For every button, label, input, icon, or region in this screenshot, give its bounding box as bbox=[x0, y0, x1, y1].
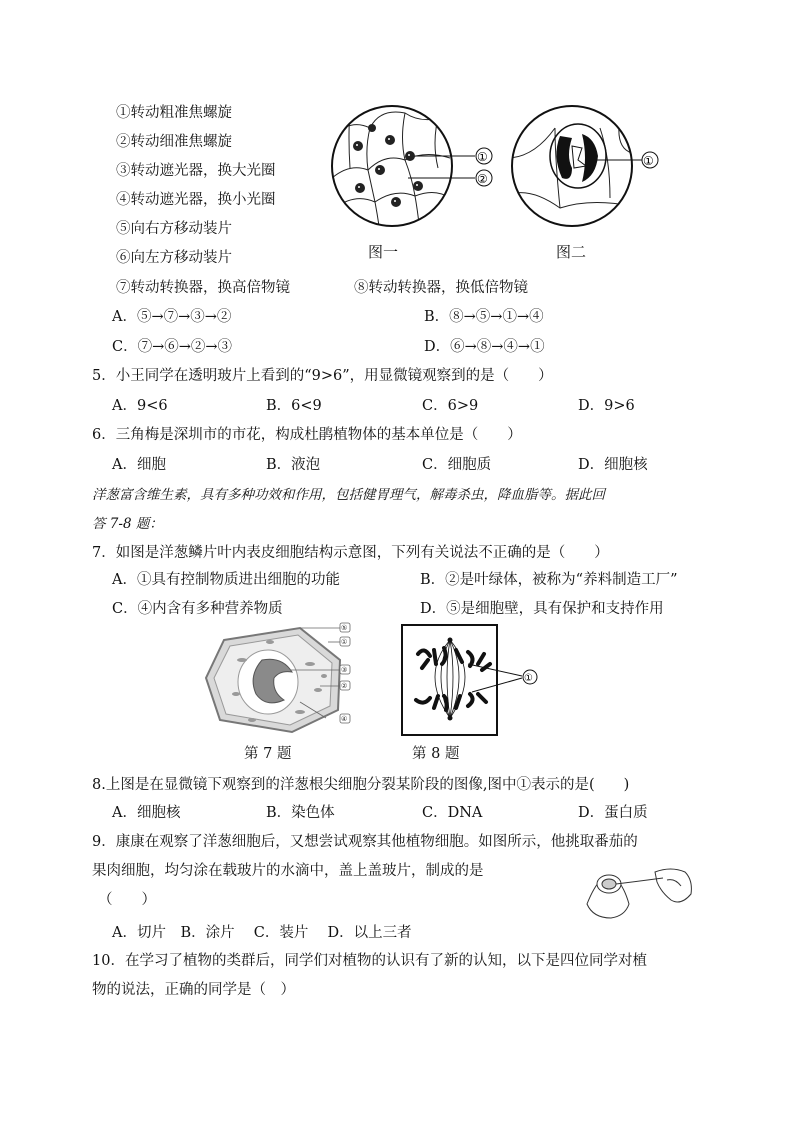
q5-option-a: A．9<6 bbox=[112, 398, 168, 414]
q6-option-b: B．液泡 bbox=[266, 457, 321, 473]
q7-option-c: C．④内含有多种营养物质 bbox=[112, 601, 283, 617]
q8-option-d: D．蛋白质 bbox=[578, 805, 648, 821]
q5-option-c: C．6>9 bbox=[422, 398, 479, 414]
figure-1-caption: 图一 bbox=[368, 243, 399, 261]
q5-stem: 5．小王同学在透明玻片上看到的“9>6”，用显微镜观察到的是（ ） bbox=[92, 368, 553, 384]
cell-label-4: ④ bbox=[341, 715, 348, 723]
q4-option-b: B．⑧→⑤→①→④ bbox=[424, 309, 544, 325]
q9-options: A．切片 B．涂片 C．装片 D．以上三者 bbox=[112, 925, 412, 941]
q4-option-d: D．⑥→⑧→④→① bbox=[424, 339, 545, 355]
cell-label-1: ① bbox=[341, 638, 348, 646]
q5-option-b: B．6<9 bbox=[266, 398, 322, 414]
q9-line-3: （ ） bbox=[98, 892, 156, 908]
q7-stem: 7．如图是洋葱鳞片叶内表皮细胞结构示意图，下列有关说法不正确的是（ ） bbox=[92, 545, 609, 561]
step-4: ④转动遮光器，换小光圈 bbox=[116, 192, 276, 208]
q6-option-c: C．细胞质 bbox=[422, 457, 492, 473]
figure-8-caption: 第 8 题 bbox=[412, 746, 460, 762]
q7-option-d: D．⑤是细胞壁，具有保护和支持作用 bbox=[420, 601, 664, 617]
q10-line-2: 物的说法，正确的同学是（ ） bbox=[92, 982, 295, 998]
cell-label-2: ② bbox=[341, 682, 348, 690]
cell-figures bbox=[200, 620, 560, 738]
q10-line-1: 10．在学习了植物的类群后，同学们对植物的认识有了新的认知，以下是四位同学对植 bbox=[92, 953, 647, 969]
step-8: ⑧转动转换器，换低倍物镜 bbox=[354, 280, 528, 296]
q4-option-a: A．⑤→⑦→③→② bbox=[112, 309, 232, 325]
figure-2-caption: 图二 bbox=[556, 243, 587, 261]
step-1: ①转动粗准焦螺旋 bbox=[116, 105, 232, 121]
step-2: ②转动细准焦螺旋 bbox=[116, 134, 232, 150]
intro-7-8-line-2: 答 7-8 题： bbox=[92, 516, 163, 532]
figure-1-label-2: ② bbox=[477, 172, 488, 186]
step-7: ⑦转动转换器，换高倍物镜 bbox=[116, 280, 290, 296]
figure-7-caption: 第 7 题 bbox=[244, 746, 292, 762]
cell-label-3: ③ bbox=[341, 666, 348, 674]
figure-1-label-1: ① bbox=[477, 150, 488, 164]
q6-option-a: A．细胞 bbox=[112, 457, 166, 473]
q6-option-d: D．细胞核 bbox=[578, 457, 648, 473]
step-3: ③转动遮光器，换大光圈 bbox=[116, 163, 276, 179]
step-6: ⑥向左方移动装片 bbox=[116, 250, 232, 266]
q7-option-a: A．①具有控制物质进出细胞的功能 bbox=[112, 572, 340, 588]
q5-option-d: D．9>6 bbox=[578, 398, 635, 414]
intro-7-8-line-1: 洋葱富含维生素，具有多种功效和作用，包括健胃理气，解毒杀虫，降血脂等。据此回 bbox=[92, 487, 605, 503]
smear-illustration bbox=[585, 864, 695, 922]
q7-option-b: B．②是叶绿体，被称为“养料制造工厂” bbox=[420, 572, 678, 588]
cell-label-5: ⑤ bbox=[341, 624, 348, 632]
q8-option-c: C．DNA bbox=[422, 805, 483, 821]
q8-option-b: B．染色体 bbox=[266, 805, 335, 821]
figure-2-label-1: ① bbox=[643, 154, 654, 168]
division-label-1: ① bbox=[524, 673, 533, 684]
q9-line-2: 果肉细胞，均匀涂在载玻片的水滴中，盖上盖玻片，制成的是 bbox=[92, 863, 484, 879]
step-5: ⑤向右方移动装片 bbox=[116, 221, 232, 237]
q8-option-a: A．细胞核 bbox=[112, 805, 181, 821]
q6-stem: 6．三角梅是深圳市的市花，构成杜鹃植物体的基本单位是（ ） bbox=[92, 427, 522, 443]
q4-option-c: C．⑦→⑥→②→③ bbox=[112, 339, 233, 355]
q9-line-1: 9．康康在观察了洋葱细胞后，又想尝试观察其他植物细胞。如图所示，他挑取番茄的 bbox=[92, 834, 638, 850]
figure-1-nuclei bbox=[353, 124, 423, 207]
q8-stem: 8.上图是在显微镜下观察到的洋葱根尖细胞分裂某阶段的图像,图中①表示的是( ) bbox=[92, 777, 630, 793]
figure-1-view bbox=[330, 108, 450, 233]
